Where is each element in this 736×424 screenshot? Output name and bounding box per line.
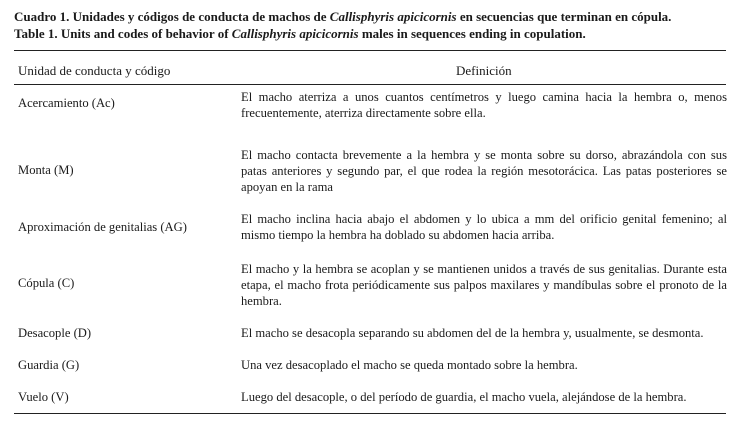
row-unit: Vuelo (V)	[18, 390, 69, 404]
row-unit: Guardia (G)	[18, 358, 80, 372]
row-unit: Aproximación de genitalias (AG)	[18, 220, 187, 234]
header-definition: Definición	[456, 63, 512, 78]
caption-english-suffix: males in sequences ending in copulation.	[358, 26, 586, 41]
row-definition: El macho y la hembra se acoplan y se mantienen unidos a través de sus genitalias. Durante esta etapa, el macho frota periódicamente sus palpos maxilares y mandíbulas sobre el pronoto de la hembra.	[241, 262, 727, 309]
row-definition: El macho se desacopla separando su abdomen del de la hembra y, usualmente, se desmonta.	[241, 326, 704, 340]
caption-english	[14, 25, 726, 42]
table-bottom-rule	[14, 413, 726, 414]
caption-spanish-species: Callisphyris apicicornis	[329, 9, 457, 24]
header-unit: Unidad de conducta y código	[18, 63, 171, 78]
row-definition: Luego del desacople, o del período de guardia, el macho vuela, alejándose de la hembra.	[241, 390, 687, 404]
table-top-rule	[14, 50, 726, 51]
row-definition: El macho aterriza a unos cuantos centímetros y luego camina hacia la hembra o, menos frecuentemente, aterriza directamente sobre ella.	[241, 90, 727, 121]
row-unit: Desacople (D)	[18, 326, 92, 340]
row-unit: Cópula (C)	[18, 276, 75, 290]
caption-english-text: Table 1. Units and codes of behavior of	[14, 26, 232, 41]
caption-spanish-text: Cuadro 1. Unidades y códigos de conducta de machos de	[14, 9, 330, 24]
row-definition: El macho contacta brevemente a la hembra y se monta sobre su dorso, abrazándola con sus patas anteriores y segundo par, el que rodea la región mesotorácica. Las patas posteriores se apoyan en la rama	[241, 148, 727, 195]
caption-english-species: Callisphyris apicicornis	[231, 26, 359, 41]
table-header-rule	[14, 84, 726, 85]
row-unit: Monta (M)	[18, 163, 74, 177]
caption-spanish-suffix: en secuencias que terminan en cópula.	[456, 9, 672, 24]
table-captions	[14, 8, 726, 42]
row-definition: Una vez desacoplado el macho se queda montado sobre la hembra.	[241, 358, 578, 372]
row-definition: El macho inclina hacia abajo el abdomen y lo ubica a mm del orificio genital femenino; al mismo tiempo la hembra ha doblado su abdomen hacia arriba.	[241, 212, 727, 243]
caption-spanish	[14, 8, 726, 25]
row-unit: Acercamiento (Ac)	[18, 96, 115, 110]
